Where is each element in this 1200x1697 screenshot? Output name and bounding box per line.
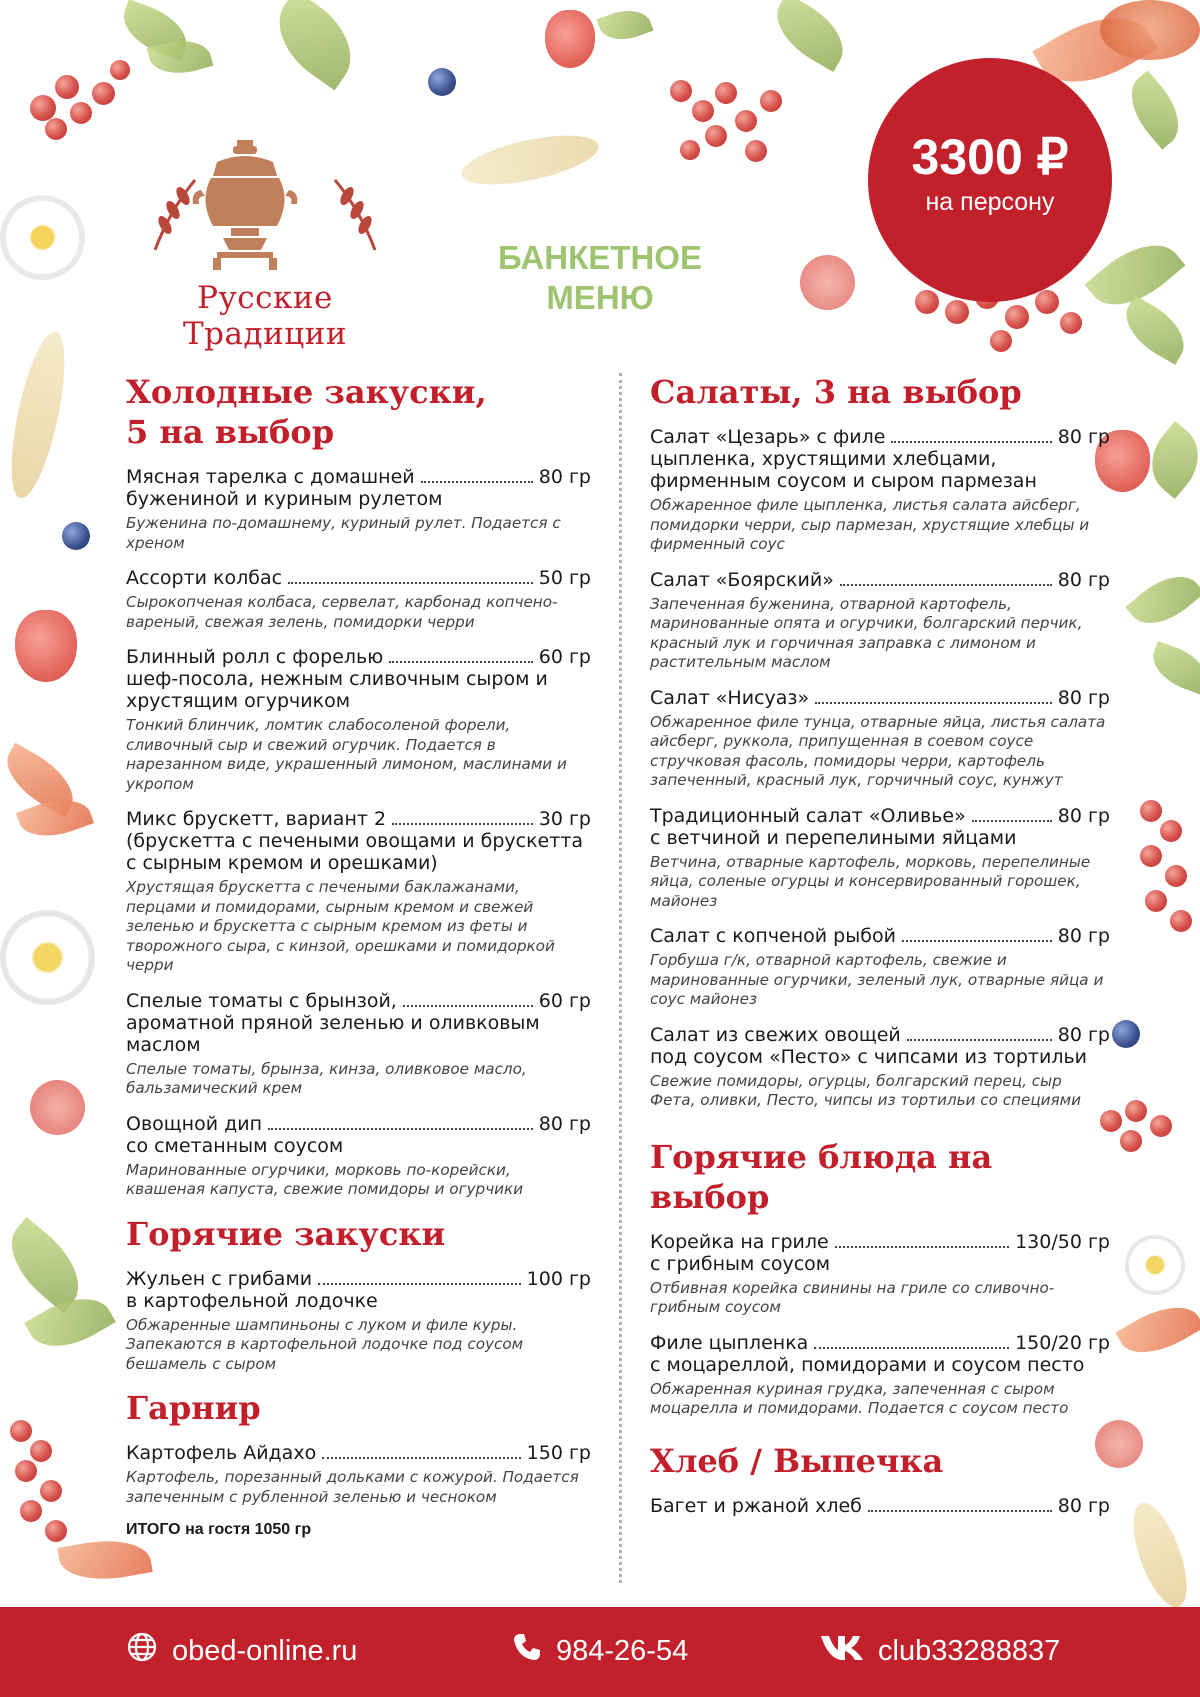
dot-leader — [891, 441, 1051, 443]
menu-item-line — [650, 1495, 1110, 1517]
menu-item — [650, 1231, 1110, 1318]
column-divider — [619, 373, 622, 1583]
menu-item-name: Салат «Боярский» — [650, 568, 834, 591]
menu-item-name: Салат из свежих овощей — [650, 1023, 901, 1046]
menu-item-name: Мясная тарелка с домашней — [126, 466, 415, 488]
menu-item-weight: 80 гр — [1057, 568, 1110, 591]
price-per-person: на персону — [925, 188, 1055, 216]
menu-item-line — [650, 925, 1110, 947]
menu-item-name-cont: (брускетта с печеными овощами и брускетта с сырным кремом и орешками) — [126, 830, 584, 874]
menu-item-description: Свежие помидоры, огурцы, болгарский перец, сыр Фета, оливки, Песто, чипсы из тортильи со специями — [650, 1071, 1081, 1109]
menu-item-line — [650, 687, 1110, 709]
menu-item-name: Традиционный салат «Оливье» — [650, 804, 966, 827]
hot-dishes-list — [650, 1231, 1110, 1419]
brand-logo — [115, 130, 415, 352]
menu-item — [650, 1495, 1110, 1517]
menu-item-name-cont: цыпленка, хрустящими хлебцами, фирменным соусом и сыром пармезан — [650, 448, 1037, 492]
menu-item — [650, 426, 1110, 555]
menu-item-description: Обжаренное филе цыпленка, листья салата айсберг, помидорки черри, сыр пармезан, хрустящие хлебцы и фирменный соус — [650, 496, 1090, 553]
footer-vk-text[interactable]: club33288837 — [878, 1634, 1061, 1667]
menu-item — [126, 466, 591, 553]
menu-item-line — [126, 466, 591, 488]
dot-leader — [840, 584, 1052, 586]
menu-item-line — [126, 1113, 591, 1135]
menu-item-weight: 80 гр — [1057, 1494, 1110, 1517]
menu-item-name-cont: с моцареллой, помидорами и соусом песто — [650, 1353, 1085, 1376]
menu-item — [650, 569, 1110, 673]
menu-item — [650, 1332, 1110, 1419]
menu-item-weight: 80 гр — [538, 1112, 591, 1135]
salads-list — [650, 426, 1110, 1111]
dot-leader — [288, 582, 533, 584]
menu-item-weight: 50 гр — [538, 567, 591, 589]
menu-item-name: Ассорти колбас — [126, 567, 283, 589]
phone-icon — [512, 1632, 542, 1670]
section-title-cold-snacks — [126, 372, 591, 452]
menu-item-name: Микс брускетт, вариант 2 — [126, 808, 387, 830]
menu-item-line — [126, 1268, 591, 1290]
menu-item-line — [650, 569, 1110, 591]
menu-item-line — [126, 1442, 591, 1464]
price-amount: 3300 ₽ — [911, 129, 1069, 185]
menu-item — [650, 1024, 1110, 1111]
dot-leader — [421, 481, 533, 483]
brand-name: Русские Традиции — [182, 280, 347, 352]
menu-item-name-cont: со сметанным соусом — [126, 1134, 344, 1157]
menu-item — [126, 990, 591, 1099]
menu-title — [470, 238, 730, 318]
menu-item-name-cont: с грибным соусом — [650, 1252, 831, 1275]
footer-vk[interactable] — [820, 1629, 1060, 1673]
menu-item-line — [650, 1332, 1110, 1354]
menu-item — [126, 1442, 591, 1507]
dot-leader — [902, 940, 1052, 942]
menu-item-description: Буженина по-домашнему, куриный рулет. Подается с хреном — [126, 514, 561, 552]
left-column — [126, 372, 591, 1539]
menu-item — [126, 808, 591, 976]
menu-item — [126, 646, 591, 794]
section-title-hot-dishes: Горячие блюда на выбор — [650, 1137, 993, 1216]
menu-item-name: Салат «Нисуаз» — [650, 686, 810, 709]
section-title-hot-snacks: Горячие закуски — [126, 1214, 446, 1253]
menu-item-weight: 80 гр — [1057, 426, 1110, 448]
vk-icon — [820, 1633, 864, 1669]
menu-item-name: Картофель Айдахо — [126, 1442, 317, 1464]
menu-item-description: Сырокопченая колбаса, сервелат, карбонад копчено-вареный, свежая зелень, помидорки черри — [126, 593, 558, 631]
menu-item-line — [126, 990, 591, 1012]
dot-leader — [907, 1039, 1052, 1041]
footer-bar — [0, 1607, 1200, 1697]
menu-item-description: Отбивная корейка свинины на гриле со сливочно-грибным соусом — [650, 1278, 1055, 1316]
menu-item-line — [126, 808, 591, 830]
menu-item-name: Блинный ролл с форелью — [126, 646, 384, 668]
menu-item-description: Тонкий блинчик, ломтик слабосоленой форели, сливочный сыр и свежий огурчик. Подается в нарезанном виде, украшенный лимоном, маслинами и укропом — [126, 716, 567, 793]
menu-item-line — [650, 805, 1110, 827]
footer-site[interactable] — [126, 1629, 357, 1673]
menu-item-weight: 60 гр — [538, 989, 591, 1012]
menu-item-description: Обжаренная куриная грудка, запеченная с сыром моцарелла и помидорами. Подается с соусом песто — [650, 1379, 1069, 1417]
menu-item-name-cont: в картофельной лодочке — [126, 1289, 378, 1312]
right-column — [650, 372, 1110, 1531]
menu-item-line — [650, 1024, 1110, 1046]
menu-item-description: Хрустящая брускетта с печеными баклажанами, перцами и помидорами, сырным кремом и свежей зеленью и брускетта с сырным кремом из феты и творожного сыра, с кинзой, орешками и помидоркой черри — [126, 878, 555, 974]
footer-site-text[interactable]: obed-online.ru — [172, 1634, 358, 1667]
bread-list — [650, 1495, 1110, 1517]
menu-item-weight: 130/50 гр — [1015, 1230, 1110, 1253]
menu-title-line2: МЕНЮ — [546, 279, 654, 316]
menu-item-weight: 60 гр — [538, 646, 591, 668]
menu-item-name: Жульен с грибами — [126, 1267, 313, 1290]
price-badge — [868, 58, 1112, 302]
menu-item-name: Корейка на гриле — [650, 1230, 829, 1253]
menu-item-description: Обжаренные шампиньоны с луком и филе куры. Запекаются в картофельной лодочке под соусом бешамель с сыром — [126, 1315, 524, 1373]
menu-item-weight: 30 гр — [538, 808, 591, 830]
menu-title-line1: БАНКЕТНОЕ — [498, 239, 702, 276]
dot-leader — [835, 1246, 1009, 1248]
menu-item-line — [126, 567, 591, 589]
menu-item-description: Горбуша г/к, отварной картофель, свежие и маринованные огурчики, зеленый лук, отварные яйца и соус майонез — [650, 951, 1104, 1008]
menu-item-name: Филе цыпленка — [650, 1331, 809, 1354]
menu-item-name: Овощной дип — [126, 1112, 263, 1135]
dot-leader — [972, 820, 1052, 822]
menu-item — [126, 1268, 591, 1375]
dot-leader — [814, 1347, 1009, 1349]
cold-snacks-list — [126, 466, 591, 1200]
menu-item-name: Спелые томаты с брынзой, — [126, 989, 397, 1012]
menu-item-name-cont: с ветчиной и перепелиными яйцами — [650, 826, 1017, 849]
dot-leader — [392, 823, 533, 825]
section-title-line: Холодные закуски, — [126, 373, 487, 411]
menu-item-weight: 150 гр — [526, 1442, 591, 1464]
menu-item-line — [650, 426, 1110, 448]
menu-item-description: Спелые томаты, брынза, кинза, оливковое масло, бальзамический крем — [126, 1059, 527, 1097]
menu-item-weight: 150/20 гр — [1015, 1331, 1110, 1354]
samovar-icon — [115, 130, 415, 280]
footer-phone-text[interactable]: 984-26-54 — [556, 1634, 689, 1667]
menu-item-description: Картофель, порезанный дольками с кожурой. Подается запеченным с рубленной зеленью и чесноком — [126, 1468, 579, 1506]
dot-leader — [815, 702, 1052, 704]
menu-item-weight: 80 гр — [1057, 804, 1110, 827]
dot-leader — [403, 1005, 533, 1007]
dot-leader — [318, 1283, 521, 1285]
dot-leader — [389, 661, 533, 663]
total-weight: ИТОГО на гостя 1050 гр — [126, 1521, 312, 1538]
menu-item-description: Обжаренное филе тунца, отварные яйца, листья салата айсберг, руккола, припущенная в соевом соусе стручковая фасоль, помидоры черри, картофель запеченный, красный лук, горчичный соус, кунжут — [650, 712, 1106, 789]
hot-snacks-list — [126, 1268, 591, 1375]
menu-item — [126, 567, 591, 632]
menu-item-name-cont: шеф-посола, нежным сливочным сыром и хрустящим огурчиком — [126, 668, 548, 712]
dot-leader — [868, 1510, 1052, 1512]
garnish-list — [126, 1442, 591, 1507]
menu-item-weight: 80 гр — [538, 466, 591, 488]
menu-item-name-cont: под соусом «Песто» с чипсами из тортильи — [650, 1045, 1088, 1068]
menu-item-weight: 100 гр — [526, 1267, 591, 1290]
section-title-salads: Салаты, 3 на выбор — [650, 373, 1022, 411]
menu-item-line — [650, 1231, 1110, 1253]
menu-item-name-cont: бужениной и куриным рулетом — [126, 488, 443, 510]
menu-item-weight: 80 гр — [1057, 686, 1110, 709]
menu-item-weight: 80 гр — [1057, 1023, 1110, 1046]
menu-item — [650, 925, 1110, 1010]
menu-item-name: Багет и ржаной хлеб — [650, 1494, 862, 1517]
dot-leader — [268, 1128, 533, 1130]
menu-item-name: Салат «Цезарь» с филе — [650, 426, 886, 448]
menu-item-name-cont: ароматной пряной зеленью и оливковым маслом — [126, 1011, 540, 1056]
menu-item — [650, 687, 1110, 791]
menu-item-description: Маринованные огурчики, морковь по-корейски, квашеная капуста, свежие помидоры и огурчики — [126, 1160, 524, 1198]
menu-item — [650, 805, 1110, 912]
menu-item-weight: 80 гр — [1057, 925, 1110, 947]
globe-icon — [126, 1631, 158, 1671]
menu-item-line — [126, 646, 591, 668]
menu-item-description: Запеченная буженина, отварной картофель, маринованные опята и огурчики, болгарский перчик, красный лук и горчичная заправка с лимоном и растительным маслом — [650, 594, 1083, 671]
section-title-garnish: Гарнир — [126, 1389, 261, 1427]
section-title-line: 5 на выбор — [126, 413, 335, 451]
menu-item-description: Ветчина, отварные картофель, морковь, перепелиные яйца, соленые огурцы и консервированный горошек, майонез — [650, 852, 1091, 910]
dot-leader — [322, 1457, 520, 1459]
menu-item — [126, 1113, 591, 1200]
section-title-bread: Хлеб / Выпечка — [650, 1441, 944, 1480]
menu-item-name: Салат с копченой рыбой — [650, 925, 896, 947]
footer-phone[interactable] — [512, 1629, 688, 1673]
